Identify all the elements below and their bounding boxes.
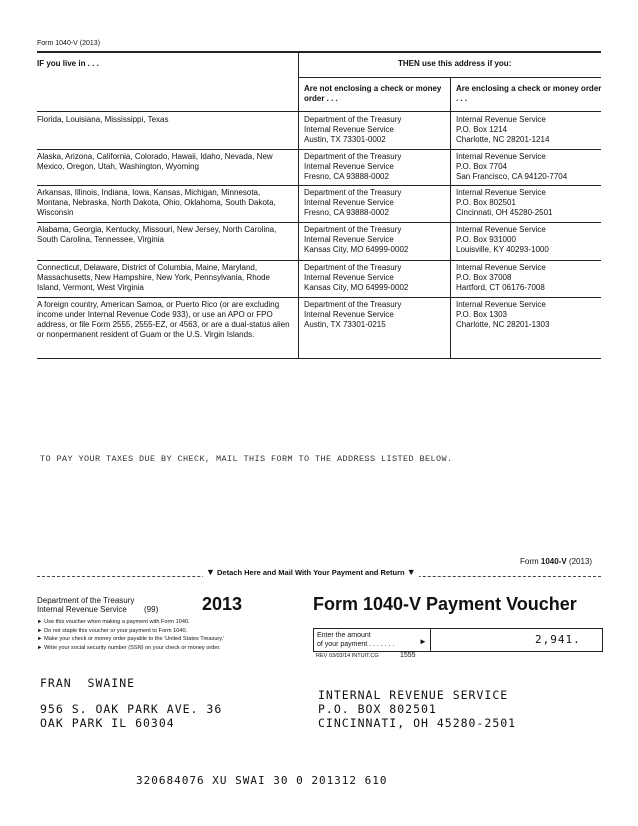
col-divider-1 (298, 53, 299, 358)
address-line: P.O. Box 37008 (456, 273, 512, 282)
rev-code: 1555 (400, 652, 416, 659)
row-states: A foreign country, American Samoa, or Puerto Rico (or are excluding income under Internal Revenue Code 933), or use an APO or FPO address, or file Form 2555, 2555-EZ, or 4563, or are a dual-status alien or nonpermanent resident of Guam or the U.S. Virgin Islands. (37, 300, 290, 339)
row-address-no-check (304, 152, 446, 182)
row-address-check (456, 225, 602, 255)
scanline: 320684076 XU SWAI 30 0 201312 610 (136, 774, 388, 787)
pay-instruction: TO PAY YOUR TAXES DUE BY CHECK, MAIL THIS FORM TO THE ADDRESS LISTED BELOW. (40, 454, 453, 464)
voucher-agency (37, 596, 134, 614)
row-rule (37, 260, 601, 261)
list-item (37, 635, 224, 644)
col-header-residence: IF you live in . . . (37, 59, 99, 68)
payer-city: OAK PARK IL 60304 (40, 716, 175, 730)
address-line: P.O. Box 7704 (456, 162, 507, 171)
address-line: P.O. Box 802501 (456, 198, 516, 207)
col-header-no-check: Are not enclosing a check or money order . . . (304, 84, 442, 103)
irs-address-line: P.O. BOX 802501 (318, 702, 437, 716)
arrow-right-icon: ► (419, 637, 427, 646)
arrow-down-icon: ▼ (206, 567, 215, 577)
row-rule (37, 185, 601, 186)
address-line: Internal Revenue Service (304, 162, 394, 171)
address-line: Internal Revenue Service (456, 152, 546, 161)
address-line: Internal Revenue Service (304, 198, 394, 207)
irs-mailing-address (318, 688, 516, 730)
row-address-no-check (304, 300, 446, 330)
voucher-title: Form 1040-V Payment Voucher (313, 594, 577, 614)
amount-label-line: of your payment . . . . . . . (317, 641, 395, 648)
voucher-code: (99) (144, 605, 159, 614)
payer-street: 956 S. OAK PARK AVE. 36 (40, 702, 223, 716)
address-line: Internal Revenue Service (456, 300, 546, 309)
row-states: Florida, Louisiana, Mississippi, Texas (37, 115, 169, 124)
bullet-text: Write your social security number (SSN) on your check or money order. (44, 644, 221, 651)
address-line: Department of the Treasury (304, 300, 402, 309)
row-states: Alabama, Georgia, Kentucky, Missouri, New Jersey, North Carolina, South Carolina, Tennessee, Virginia (37, 225, 277, 244)
address-line: Internal Revenue Service (456, 263, 546, 272)
address-line: Department of the Treasury (304, 263, 402, 272)
address-line: Hartford, CT 06176-7008 (456, 283, 545, 292)
list-item (37, 627, 224, 636)
header-bottom-rule (37, 111, 601, 112)
payer-address (40, 702, 222, 730)
voucher-year: 2013 (202, 594, 243, 614)
address-line: Austin, TX 73301-0215 (304, 320, 386, 329)
row-address-no-check (304, 115, 446, 145)
amount-value: 2,941. (535, 633, 581, 646)
col-divider-2 (450, 77, 451, 358)
address-line: Department of the Treasury (304, 225, 402, 234)
address-line: Charlotte, NC 28201-1214 (456, 135, 550, 144)
row-address-check (456, 263, 602, 293)
row-states: Arkansas, Illinois, Indiana, Iowa, Kansas, Michigan, Minnesota, Montana, Nebraska, North Dakota, Ohio, Oklahoma, South Dakota, Wisconsin (37, 188, 276, 217)
address-line: Internal Revenue Service (456, 115, 546, 124)
address-line: Department of the Treasury (304, 188, 402, 197)
address-line: P.O. Box 1303 (456, 310, 507, 319)
arrow-right-icon: ► (37, 627, 43, 634)
address-line: Internal Revenue Service (456, 188, 546, 197)
payer-name: FRAN SWAINE (40, 676, 136, 690)
voucher-bullets (37, 618, 224, 652)
address-line: Fresno, CA 93888-0002 (304, 172, 389, 181)
address-line: Cincinnati, OH 45280-2501 (456, 208, 553, 217)
list-item (37, 618, 224, 627)
address-line: Kansas City, MO 64999-0002 (304, 245, 409, 254)
row-address-no-check (304, 263, 446, 293)
table-top-rule (37, 51, 601, 53)
form-id-top: Form 1040-V (2013) (37, 40, 101, 47)
bullet-text: Do not staple this voucher or your payment to Form 1040. (44, 627, 188, 634)
address-line: Department of the Treasury (304, 152, 402, 161)
address-line: Fresno, CA 93888-0002 (304, 208, 389, 217)
table-bottom-rule (37, 358, 601, 359)
detach-label (203, 567, 419, 577)
address-line: Internal Revenue Service (456, 225, 546, 234)
detach-text: Detach Here and Mail With Your Payment and Return (217, 568, 405, 577)
address-line: Louisville, KY 40293-1000 (456, 245, 549, 254)
row-states: Alaska, Arizona, California, Colorado, Hawaii, Idaho, Nevada, New Mexico, Oregon, Utah, Washington, Wyoming (37, 152, 273, 171)
arrow-right-icon: ► (37, 644, 43, 651)
row-address-check (456, 152, 602, 182)
col-header-check: Are enclosing a check or money order . . . (456, 84, 602, 103)
amount-box-divider (430, 628, 431, 651)
address-line: P.O. Box 1214 (456, 125, 507, 134)
voucher-irs: Internal Revenue Service (37, 605, 127, 614)
rev-text: REV 03/03/14 INTUIT.CG (316, 653, 379, 659)
arrow-right-icon: ► (37, 636, 43, 642)
col-header-then: THEN use this address if you: (398, 59, 512, 68)
row-address-no-check (304, 188, 446, 218)
row-address-check (456, 300, 602, 330)
address-line: Charlotte, NC 28201-1303 (456, 320, 550, 329)
row-rule (37, 222, 601, 223)
bullet-text: Use this voucher when making a payment with Form 1040. (44, 619, 190, 625)
address-line: Internal Revenue Service (304, 310, 394, 319)
voucher-dept: Department of the Treasury (37, 596, 135, 605)
footer-form-prefix: Form (520, 557, 539, 566)
address-line: Internal Revenue Service (304, 125, 394, 134)
arrow-right-icon: ► (37, 619, 43, 625)
row-address-check (456, 188, 602, 218)
irs-address-line: CINCINNATI, OH 45280-2501 (318, 716, 517, 730)
address-line: P.O. Box 931000 (456, 235, 516, 244)
list-item (37, 644, 224, 653)
amount-label-line: Enter the amount (317, 632, 371, 639)
row-address-check (456, 115, 602, 145)
address-line: Internal Revenue Service (304, 235, 394, 244)
arrow-down-icon: ▼ (406, 567, 416, 577)
row-rule (37, 149, 601, 150)
address-line: Department of the Treasury (304, 115, 402, 124)
row-rule (37, 297, 601, 298)
row-states: Connecticut, Delaware, District of Columbia, Maine, Maryland, Massachusetts, New Hampshire, New York, Pennsylvania, Rhode Island, Vermont, West Virginia (37, 263, 270, 292)
footer-form-name: 1040-V (540, 557, 567, 566)
footer-form-id (520, 557, 592, 566)
bullet-text: Make your check or money order payable to the 'United States Treasury.' (44, 636, 225, 642)
address-line: Kansas City, MO 64999-0002 (304, 283, 409, 292)
address-line: San Francisco, CA 94120-7704 (456, 172, 568, 181)
amount-label (317, 631, 394, 649)
address-line: Austin, TX 73301-0002 (304, 135, 386, 144)
irs-address-line: INTERNAL REVENUE SERVICE (318, 688, 509, 702)
address-line: Internal Revenue Service (304, 273, 394, 282)
row-address-no-check (304, 225, 446, 255)
footer-form-year: (2013) (568, 557, 593, 566)
